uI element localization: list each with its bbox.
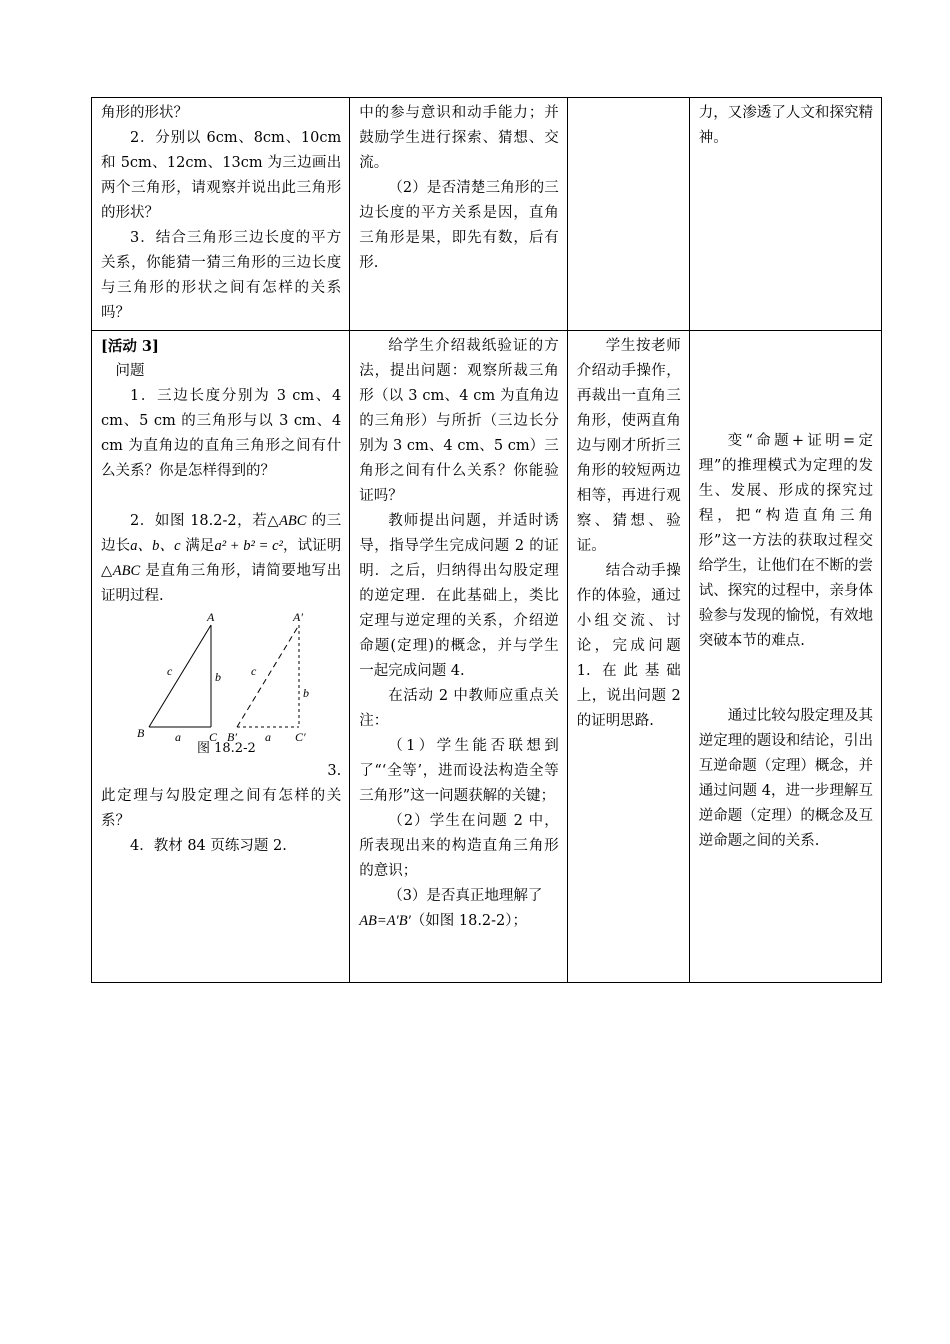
label-C-prime: C′ [295, 730, 306, 744]
text-paragraph: 教师提出问题，并适时诱导，指导学生完成问题 2 的证明．之后，归纳得出勾股定理的逆定理．在此基础上，类比定理与逆定理的关系，介绍逆命题(定理)的概念，并与学生一起完成问题 4. [359, 513, 559, 679]
cell-row1-student [567, 98, 689, 331]
cell-row2-student [567, 331, 689, 983]
label-c-prime: c [251, 664, 257, 678]
figure-caption: 图 18.2-2 [197, 741, 256, 756]
text-paragraph: 给学生介绍裁纸验证的方法，提出问题：观察所裁三角形（以 3 cm、4 cm 为直角边的三角形）与所折（三边长分别为 3 cm、4 cm、5 cm）三角形之间有什么关系？你能验证吗？ [359, 338, 559, 504]
cell-row1-intent [689, 98, 881, 331]
cell-row1-problems [92, 98, 350, 331]
label-a: a [175, 730, 181, 744]
text-paragraph: 学生按老师介绍动手操作，再裁出一直角三角形，使两直角边与刚才所折三角形的较短两边相等，再进行观察、猜想、验证。 [576, 338, 681, 554]
table-row [92, 98, 882, 331]
label-b: b [215, 670, 221, 684]
cell-row2-intent [689, 331, 881, 983]
figure-18-2-2 [101, 609, 341, 759]
label-b-prime: b [303, 686, 309, 700]
text-paragraph: 2．分别以 6cm、8cm、10cm 和 5cm、12cm、13cm 为三边画出两个三角形，请观察并说出此三角形的形状？ [101, 130, 342, 221]
question-2: 2．如图 18.2-2，若△ABC 的三边长a、b、c 满足a² + b² = c²，试证明△ABC 是直角三角形，请简要地写出证明过程. [101, 513, 342, 604]
text-paragraph: 力，又渗透了人文和探究精神。 [698, 105, 873, 146]
text-paragraph: 中的参与意识和动手能力；并鼓励学生进行探索、猜想、交流。 [359, 105, 559, 171]
question-1: 1．三边长度分别为 3 cm、4 cm、5 cm 的三角形与以 3 cm、4 cm 为直角边的直角三角形之间有什么关系？你是怎样得到的？ [101, 388, 342, 479]
question-4: 4．教材 84 页练习题 2. [130, 838, 287, 854]
label-A: A [207, 610, 215, 624]
lesson-plan-table [91, 97, 882, 983]
text-paragraph: AB=A′B′（如图 18.2-2）； [359, 913, 528, 929]
cell-row2-problems [92, 331, 350, 983]
label-A-prime: A′ [293, 610, 303, 624]
cell-row2-teacher [350, 331, 568, 983]
text-paragraph: 在活动 2 中教师应重点关注： [359, 688, 559, 729]
label-c: c [167, 664, 173, 678]
text-paragraph: （1）学生能否联想到了“‘全等’，进而设法构造全等三角形”这一问题获解的关键； [359, 738, 559, 804]
label-B-prime: B′ [227, 730, 237, 744]
text-paragraph: （2）是否清楚三角形的三边长度的平方关系是因，直角三角形是果，即先有数，后有形. [359, 180, 559, 271]
text-paragraph: 3．结合三角形三边长度的平方关系，你能猜一猜三角形的三边长度与三角形的形状之间有怎样的关系吗？ [101, 230, 342, 321]
table-row [92, 331, 882, 983]
text-paragraph: （3）是否真正地理解了 [388, 888, 543, 904]
label-B: B [137, 726, 145, 740]
label-a-prime: a [265, 730, 271, 744]
text-line: 角形的形状？ [101, 105, 188, 121]
text-paragraph: （2）学生在问题 2 中，所表现出来的构造直角三角形的意识； [359, 813, 559, 879]
cell-row1-teacher [350, 98, 568, 331]
triangle-a-prime [237, 625, 299, 727]
label-C: C [209, 730, 218, 744]
question-label: 问题 [115, 363, 145, 379]
activity-heading: [活动 3] [101, 338, 159, 355]
triangle-abc [149, 625, 211, 727]
text-paragraph: 变“命题+证明=定理”的推理模式为定理的发生、发展、形成的探究过程，把“构造直角三角形”这一方法的获取过程交给学生，让他们在不断的尝试、探究的过程中，亲身体验参与发现的愉悦，有效地突破本节的难点. [698, 433, 873, 649]
question-3-number: 3. [327, 763, 342, 779]
text-paragraph: 通过比较勾股定理及其逆定理的题设和结论，引出互逆命题（定理）概念，并通过问题 4，进一步理解互逆命题（定理）的概念及互逆命题之间的关系. [698, 708, 873, 849]
text-paragraph: 结合动手操作的体验，通过小组交流、讨论，完成问题 1. 在此基础上，说出问题 2 的证明思路. [576, 563, 681, 729]
question-3: 此定理与勾股定理之间有怎样的关系？ [101, 788, 342, 829]
